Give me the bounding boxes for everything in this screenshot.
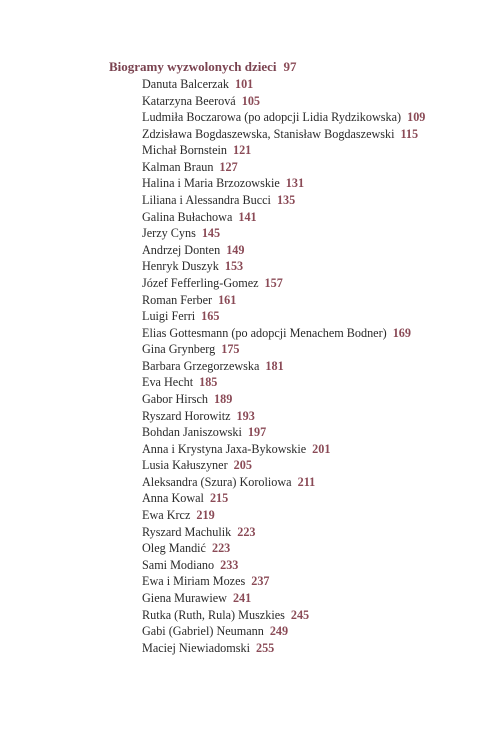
entry-name: Ewa i Miriam Mozes bbox=[142, 574, 246, 589]
entry-name: Andrzej Donten bbox=[142, 242, 221, 257]
entry-page-number: 149 bbox=[226, 242, 245, 257]
list-item bbox=[109, 358, 489, 375]
entry-page-number: 169 bbox=[392, 325, 411, 340]
entry-name: Aleksandra (Szura) Koroliowa bbox=[142, 474, 292, 489]
list-item bbox=[109, 242, 489, 259]
entry-page-number: 249 bbox=[269, 624, 289, 639]
list-item bbox=[109, 607, 489, 624]
entry-name: Kalman Braun bbox=[142, 159, 214, 174]
entry-name: Gabor Hirsch bbox=[142, 391, 208, 406]
list-item bbox=[109, 524, 489, 541]
entry-name: Anna Kowal bbox=[142, 491, 204, 506]
entry-page-number: 223 bbox=[237, 524, 256, 539]
list-item bbox=[109, 258, 489, 275]
entry-page-number: 245 bbox=[290, 607, 310, 622]
entry-page-number: 233 bbox=[220, 557, 239, 572]
entry-page-number: 135 bbox=[276, 193, 296, 208]
list-item bbox=[109, 175, 489, 192]
entry-name: Elias Gottesmann (po adopcji Menachem Bodner) bbox=[142, 325, 387, 340]
list-item bbox=[109, 590, 489, 607]
list-item bbox=[109, 76, 489, 93]
entry-page-number: 189 bbox=[214, 391, 233, 406]
list-item bbox=[109, 557, 489, 574]
entry-page-number: 205 bbox=[233, 458, 252, 473]
list-item bbox=[109, 275, 489, 292]
entry-name: Michał Bornstein bbox=[142, 143, 227, 158]
entry-name: Henryk Duszyk bbox=[142, 259, 219, 274]
list-item bbox=[109, 225, 489, 242]
list-item bbox=[109, 490, 489, 507]
entry-page-number: 175 bbox=[221, 342, 240, 357]
list-item bbox=[109, 159, 489, 176]
list-item bbox=[109, 408, 489, 425]
entry-page-number: 193 bbox=[236, 408, 255, 423]
entry-name: Liliana i Alessandra Bucci bbox=[142, 193, 271, 208]
entry-name: Halina i Maria Brzozowskie bbox=[142, 176, 280, 191]
entry-page-number: 121 bbox=[232, 143, 252, 158]
entry-name: Danuta Balcerzak bbox=[142, 77, 229, 91]
list-item bbox=[109, 507, 489, 524]
table-of-contents bbox=[109, 59, 489, 656]
entry-name: Józef Fefferling-Gomez bbox=[142, 275, 259, 290]
entry-page-number: 185 bbox=[199, 375, 218, 390]
entry-page-number: 105 bbox=[241, 93, 261, 108]
list-item bbox=[109, 142, 489, 159]
list-item bbox=[109, 424, 489, 441]
entry-name: Zdzisława Bogdaszewska, Stanisław Bogdaszewski bbox=[142, 126, 395, 141]
list-item bbox=[109, 109, 489, 126]
entry-name: Bohdan Janiszowski bbox=[142, 425, 242, 440]
entry-page-number: 181 bbox=[265, 358, 284, 373]
entry-name: Ryszard Horowitz bbox=[142, 408, 231, 423]
entry-page-number: 201 bbox=[312, 441, 331, 456]
list-item bbox=[109, 292, 489, 309]
entry-name: Gina Grynberg bbox=[142, 342, 216, 357]
entry-name: Giena Murawiew bbox=[142, 590, 227, 605]
section-page-number: 97 bbox=[283, 59, 297, 74]
entry-name: Oleg Mandić bbox=[142, 541, 206, 556]
entry-name: Anna i Krystyna Jaxa-Bykowskie bbox=[142, 441, 307, 456]
list-item bbox=[109, 573, 489, 590]
entry-page-number: 237 bbox=[251, 574, 270, 589]
entry-name: Maciej Niewiadomski bbox=[142, 640, 250, 655]
list-item bbox=[109, 441, 489, 458]
entry-page-number: 255 bbox=[255, 640, 275, 655]
entry-page-number: 101 bbox=[234, 77, 254, 91]
entry-page-number: 197 bbox=[247, 425, 267, 440]
entry-name: Roman Ferber bbox=[142, 292, 213, 307]
list-item bbox=[109, 374, 489, 391]
entry-page-number: 127 bbox=[219, 159, 238, 174]
list-item bbox=[109, 341, 489, 358]
entry-name: Sami Modiano bbox=[142, 557, 215, 572]
entry-name: Eva Hecht bbox=[142, 375, 194, 390]
entry-name: Luigi Ferri bbox=[142, 309, 196, 324]
list-item bbox=[109, 640, 489, 657]
list-item bbox=[109, 93, 489, 110]
list-item bbox=[109, 126, 489, 143]
entry-page-number: 145 bbox=[201, 226, 221, 241]
entry-page-number: 161 bbox=[218, 292, 237, 307]
entry-page-number: 165 bbox=[201, 309, 220, 324]
entry-page-number: 153 bbox=[224, 259, 244, 274]
list-item bbox=[109, 325, 489, 342]
list-item bbox=[109, 209, 489, 226]
section-title: Biogramy wyzwolonych dzieci bbox=[109, 59, 277, 74]
list-item bbox=[109, 391, 489, 408]
entry-name: Ludmiła Boczarowa (po adopcji Lidia Rydzikowska) bbox=[142, 110, 402, 125]
entry-page-number: 131 bbox=[285, 176, 305, 191]
entry-page-number: 223 bbox=[211, 541, 231, 556]
entry-name: Galina Bułachowa bbox=[142, 209, 233, 224]
entry-page-number: 211 bbox=[297, 474, 316, 489]
entry-page-number: 141 bbox=[238, 209, 257, 224]
entry-name: Katarzyna Beerová bbox=[142, 93, 236, 108]
entry-name: Rutka (Ruth, Rula) Muszkies bbox=[142, 607, 285, 622]
entry-page-number: 215 bbox=[209, 491, 229, 506]
entry-page-number: 115 bbox=[400, 126, 419, 141]
entry-name: Ryszard Machulik bbox=[142, 524, 232, 539]
list-item bbox=[109, 192, 489, 209]
entry-name: Lusia Kałuszyner bbox=[142, 458, 228, 473]
entry-page-number: 157 bbox=[264, 275, 283, 290]
entry-name: Barbara Grzegorzewska bbox=[142, 358, 260, 373]
list-item bbox=[109, 457, 489, 474]
entry-page-number: 241 bbox=[232, 590, 252, 605]
entry-page-number: 219 bbox=[196, 508, 215, 523]
entry-name: Ewa Krcz bbox=[142, 508, 191, 523]
list-item bbox=[109, 474, 489, 491]
list-item bbox=[109, 623, 489, 640]
list-item bbox=[109, 540, 489, 557]
list-item bbox=[109, 308, 489, 325]
entry-page-number: 109 bbox=[407, 110, 426, 125]
entry-name: Gabi (Gabriel) Neumann bbox=[142, 624, 264, 639]
entry-list bbox=[109, 76, 489, 656]
entry-name: Jerzy Cyns bbox=[142, 226, 196, 241]
section-heading bbox=[109, 59, 489, 76]
